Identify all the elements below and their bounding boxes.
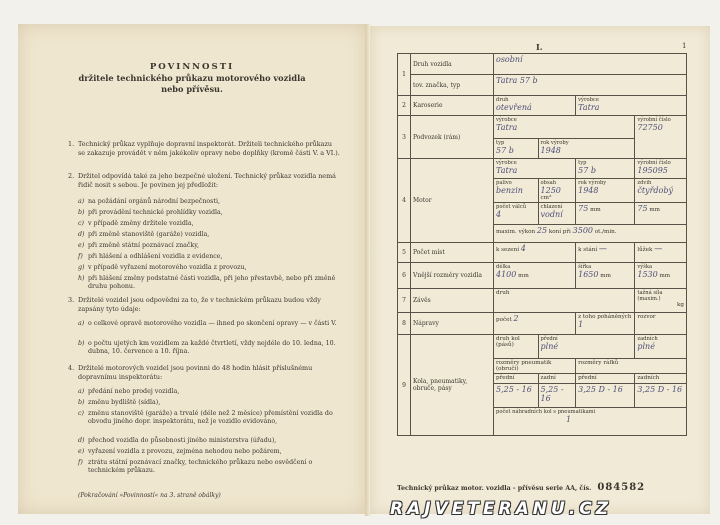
hitch-type-cell: druh xyxy=(494,289,635,313)
height-cell: výška 1530 mm xyxy=(635,263,687,289)
field-label: tov. značka, typ xyxy=(411,75,494,96)
front-wheel-type-cell: přední plné xyxy=(538,335,635,359)
list-item: f) ztrátu státní poznávací značky, technického průkazu nebo osvědčení o technickém průkazu. xyxy=(78,459,313,475)
chassis-maker-cell: výrobce Tatra xyxy=(494,116,635,139)
standing-cell: k stání — xyxy=(576,243,635,263)
field-label: Motor xyxy=(411,159,494,243)
length-cell: délka 4100 mm xyxy=(494,263,576,289)
body-type-cell: druh otevřená xyxy=(494,96,576,116)
seats-cell: k sezení 4 xyxy=(494,243,576,263)
row-number: 4 xyxy=(398,159,411,243)
field-label: Druh vozidla xyxy=(411,54,494,75)
row-number: 9 xyxy=(398,335,411,436)
list-item: e) při změně státní poznávací značky, xyxy=(78,242,199,249)
field-label: Nápravy xyxy=(411,313,494,335)
field-label: Kola, pneumatiky, obruče, pásy xyxy=(411,335,494,436)
driven-axles-cell: z toho poháněných 1 xyxy=(576,313,635,335)
chassis-type-cell: typ 57 b xyxy=(494,139,539,159)
stroke-type-cell: zdvih čtyřdobý xyxy=(635,179,687,203)
list-item: d) přechod vozidla do působnosti jiného ministerstva (úřadu), xyxy=(78,437,277,444)
fuel-cell: palivo benzin xyxy=(494,179,539,203)
chassis-serial-cell: výrobní číslo 72750 xyxy=(635,116,687,159)
list-item: c) změnu stanoviště (garáže) a trvalé (déle než 2 měsíce) přemístění vozidla do obvodu jiného dopr. inspektorátu, než je vozidlo evidováno, xyxy=(78,410,333,426)
list-item: c) v případě změny držitele vozidla, xyxy=(78,220,194,227)
width-cell: šířka 1650 mm xyxy=(576,263,635,289)
serial-line: Technický průkaz motor. vozidla - přívěsu serie AA, čís. 084582 xyxy=(397,482,646,493)
list-item: f) při hlášení a odhlášení vozidla z evidence, xyxy=(78,253,223,260)
serial-number: 084582 xyxy=(597,482,646,493)
engine-type-cell: typ 57 b xyxy=(576,159,635,179)
field-label: Podvozek (rám) xyxy=(411,116,494,159)
chassis-year-cell: rok výroby 1948 xyxy=(538,139,635,159)
watermark: RAJVETERANU.CZ xyxy=(390,499,613,519)
rim-size-heading: rozměry ráfků xyxy=(576,359,687,374)
list-item: e) vyřazení vozidla z provozu, zejména nehodou nebo požárem, xyxy=(78,448,282,455)
duties-subheading-1: držitele technického průkazu motorového vozidla xyxy=(78,73,306,83)
column-header: přední xyxy=(576,374,635,384)
row-number: 2 xyxy=(398,96,411,116)
axles-count-cell: počet 2 xyxy=(494,313,576,335)
duties-heading: POVINNOSTI xyxy=(149,62,235,72)
bore-cell: 75 mm xyxy=(576,203,635,225)
tyre-size-heading: rozměry pneumatik (obručí) xyxy=(494,359,576,374)
front-tyre-size: 5,25 - 16 xyxy=(494,384,539,408)
list-item: d) při změně stanoviště (garáže) vozidla, xyxy=(78,231,210,238)
row-number: 5 xyxy=(398,243,411,263)
engine-serial-cell: výrobní číslo 195095 xyxy=(635,159,687,179)
column-header: zadní xyxy=(538,374,576,384)
vehicle-data-form xyxy=(397,53,687,436)
field-label: Počet míst xyxy=(411,243,494,263)
duty-paragraph-3: 3. Držitelé vozidel jsou odpovědni za to, že v technickém průkazu budou vždy zapsány tyto údaje: xyxy=(68,296,321,313)
list-item: h) při hlášení změny podstatné části vozidla, při jeho přestavbě, nebo při změně druhu pohonu. xyxy=(78,275,336,291)
engine-maker-cell: výrobce Tatra xyxy=(494,159,576,179)
list-item: b) změnu bydliště (sídla), xyxy=(78,399,161,406)
list-item: a) o celkové opravě motorového vozidla — ihned po skončení opravy — v části V. xyxy=(78,320,337,327)
field-label: Závěs xyxy=(411,289,494,313)
duty-paragraph-4: 4. Držitelé motorových vozidel jsou povinni do 48 hodin hlásit příslušnému dopravnímu inspektorátu: xyxy=(68,364,313,381)
row-number: 8 xyxy=(398,313,411,335)
berths-cell: lůžek — xyxy=(635,243,687,263)
list-item: a) na požádání orgánů národní bezpečnosti, xyxy=(78,198,220,205)
footnote: (Pokračování »Povinností« na 3. straně obálky) xyxy=(78,492,221,499)
column-header: zadních xyxy=(635,374,687,384)
rear-rim-size: 3,25 D - 16 xyxy=(635,384,687,408)
row-number: 7 xyxy=(398,289,411,313)
wheel-type-label: druh kol (pásů) xyxy=(494,335,539,359)
make-model-value: Tatra 57 b xyxy=(494,75,687,96)
vehicle-type-value: osobní xyxy=(494,54,687,75)
max-power-cell: maxim. výkon 25 koní při 3500 ot./min. xyxy=(494,225,687,243)
duty-paragraph-1: 1. Technický průkaz vyplňuje dopravní inspektorát. Držiteli technického průkazu se zakazuje provádět v něm jakékoliv opravy nebo doplňky (kromě části V. a VI.). xyxy=(68,140,340,157)
row-number: 3 xyxy=(398,116,411,159)
duties-subheading-2: nebo přívěsu. xyxy=(161,84,223,94)
field-label: Vnější rozměry vozidla xyxy=(411,263,494,289)
list-item: g) v případě vyřazení motorového vozidla z provozu, xyxy=(78,264,247,271)
field-label: Karoserie xyxy=(411,96,494,116)
column-header: přední xyxy=(494,374,539,384)
stroke-cell: 75 mm xyxy=(635,203,687,225)
page-number: 1 xyxy=(682,42,687,50)
row-number: 1 xyxy=(398,54,411,96)
wheelbase-cell: rozvor xyxy=(635,313,687,335)
towing-force-cell: tažná síla (maxim.) kg xyxy=(635,289,687,313)
section-number: I. xyxy=(536,42,543,52)
rear-wheel-type-cell: zadních plné xyxy=(635,335,687,359)
duty-paragraph-2: 2. Držitel odpovídá také za jeho bezpečné uložení. Technický průkaz vozidla nemá řidič nosit s sebou. Je povinen jej předložit: xyxy=(68,172,336,189)
cylinders-cell: počet válců 4 xyxy=(494,203,539,225)
front-rim-size: 3,25 D - 16 xyxy=(576,384,635,408)
engine-year-cell: rok výroby 1948 xyxy=(576,179,635,203)
row-number: 6 xyxy=(398,263,411,289)
list-item: b) při provádění technické prohlídky vozidla, xyxy=(78,209,223,216)
cooling-cell: chlazení vodní xyxy=(538,203,576,225)
displacement-cell: obsah 1250 cm³ xyxy=(538,179,576,203)
spare-wheels-cell: počet náhradních kol s pneumatikami 1 xyxy=(494,408,687,436)
body-maker-cell: výrobce Tatra xyxy=(576,96,687,116)
rear-tyre-size: 5,25 - 16 xyxy=(538,384,576,408)
list-item: a) předání nebo prodej vozidla, xyxy=(78,388,180,395)
list-item: b) o počtu ujetých km vozidlem za každé čtvrtletí, vždy nejdéle do 10. ledna, 10. dubna, 10. července a 10. října. xyxy=(78,340,336,356)
